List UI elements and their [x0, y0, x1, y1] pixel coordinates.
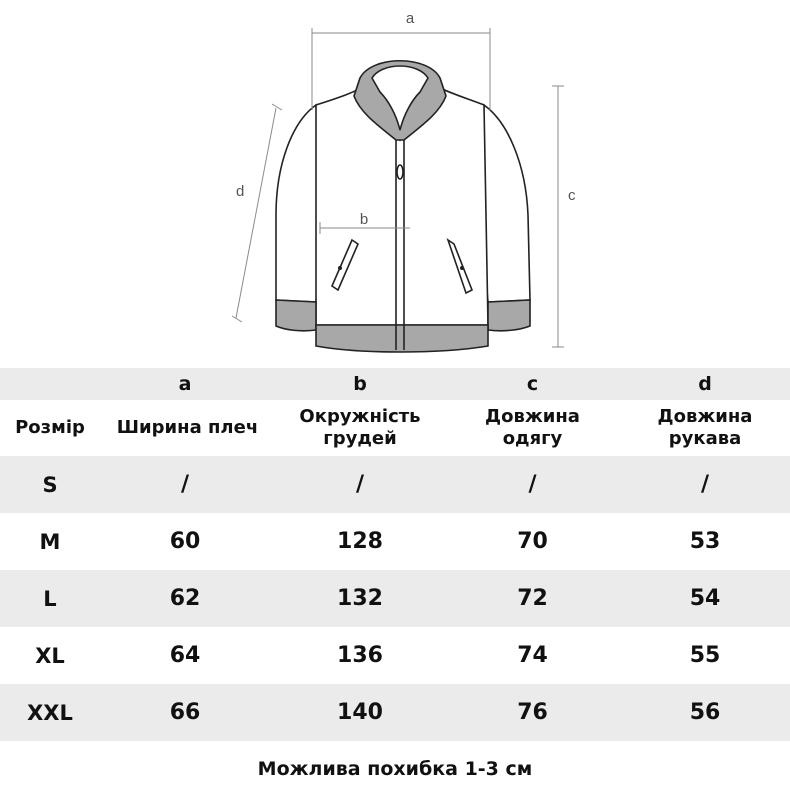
value-chest: 128	[337, 529, 383, 554]
jacket-diagram	[0, 0, 790, 368]
table-row	[0, 627, 790, 684]
header-letter-b: b	[353, 373, 367, 395]
header-letter-d: d	[698, 373, 712, 395]
table-row	[0, 513, 790, 570]
size-label: XL	[35, 643, 65, 668]
label-c: c	[568, 187, 576, 204]
value-sleeve: 53	[689, 529, 721, 554]
label-a: a	[405, 10, 415, 27]
header-names-row	[0, 400, 790, 456]
table-row	[0, 456, 790, 513]
header-letter-size	[0, 368, 100, 400]
value-chest: 136	[337, 643, 383, 668]
value-shoulder: 64	[169, 643, 201, 668]
size-label: L	[43, 586, 57, 611]
header-letter-a: a	[178, 373, 192, 395]
value-shoulder: 62	[169, 586, 201, 611]
header-size: Розмір	[15, 417, 85, 439]
value-sleeve: 56	[689, 700, 721, 725]
size-label: M	[39, 529, 61, 554]
label-d: d	[236, 183, 245, 200]
value-chest: 132	[337, 586, 383, 611]
bomber-jacket-icon	[276, 61, 530, 352]
header-letters-row	[0, 368, 790, 400]
header-shoulder-width: Ширина плеч	[116, 417, 259, 439]
value-chest: /	[355, 472, 365, 497]
value-length: 74	[517, 643, 548, 668]
table-row	[0, 570, 790, 627]
value-length: 72	[517, 586, 548, 611]
label-b: b	[359, 211, 369, 228]
value-length: /	[528, 472, 537, 497]
header-sleeve-length: Довжина рукава	[657, 406, 753, 449]
value-length: 76	[517, 700, 548, 725]
tolerance-note: Можлива похибка 1-3 см	[257, 758, 533, 780]
value-sleeve: 54	[689, 586, 721, 611]
value-shoulder: /	[180, 472, 190, 497]
table-row	[0, 684, 790, 741]
value-sleeve: /	[700, 472, 710, 497]
header-chest-girth: Окружність грудей	[299, 406, 421, 449]
value-shoulder: 60	[169, 529, 201, 554]
value-sleeve: 55	[689, 643, 721, 668]
value-length: 70	[517, 529, 548, 554]
size-label: S	[42, 472, 58, 497]
value-shoulder: 66	[169, 700, 201, 725]
value-chest: 140	[337, 700, 383, 725]
header-letter-c: c	[526, 373, 539, 395]
size-label: XXL	[27, 700, 73, 725]
header-garment-length: Довжина одягу	[485, 406, 580, 449]
